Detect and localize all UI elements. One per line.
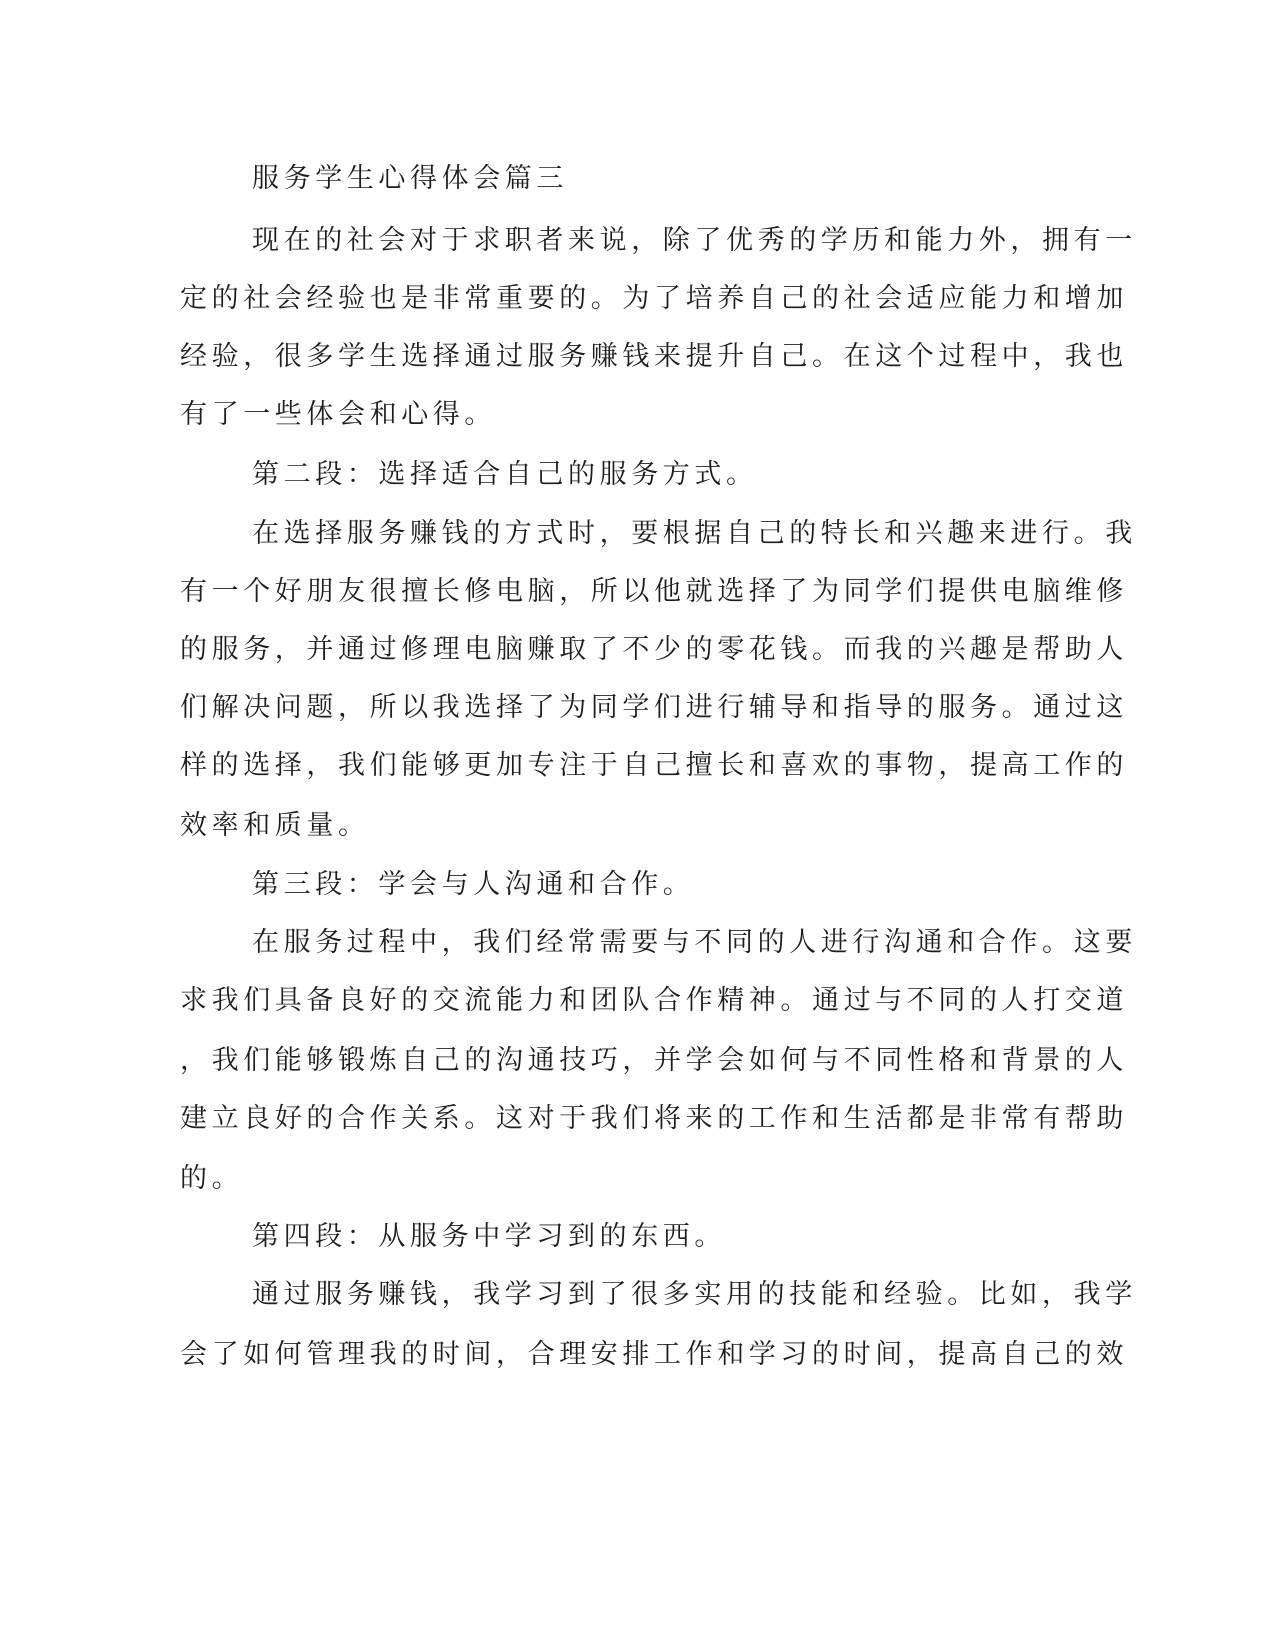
paragraph-2-line-1: 在选择服务赚钱的方式时，要根据自己的特长和兴趣来进行。我 [252, 518, 1137, 549]
paragraph-3-line-2: 求我们具备良好的交流能力和团队合作精神。通过与不同的人打交道 [180, 985, 1128, 1016]
paragraph-2-line-5: 样的选择，我们能够更加专注于自己擅长和喜欢的事物，提高工作的 [180, 750, 1128, 781]
paragraph-4-line-1: 通过服务赚钱，我学习到了很多实用的技能和经验。比如，我学 [252, 1279, 1137, 1310]
paragraph-1-line-1: 现在的社会对于求职者来说，除了优秀的学历和能力外，拥有一 [252, 225, 1137, 256]
section-heading-3: 第三段：学会与人沟通和合作。 [252, 869, 695, 900]
paragraph-3-line-3: ，我们能够锻炼自己的沟通技巧，并学会如何与不同性格和背景的人 [180, 1045, 1128, 1076]
paragraph-2-line-6: 效率和质量。 [180, 810, 370, 841]
paragraph-2-line-3: 的服务，并通过修理电脑赚取了不少的零花钱。而我的兴趣是帮助人 [180, 634, 1128, 665]
paragraph-2-line-4: 们解决问题，所以我选择了为同学们进行辅导和指导的服务。通过这 [180, 692, 1128, 723]
paragraph-1-line-2: 定的社会经验也是非常重要的。为了培养自己的社会适应能力和增加 [180, 283, 1128, 314]
paragraph-2-line-2: 有一个好朋友很擅长修电脑，所以他就选择了为同学们提供电脑维修 [180, 576, 1128, 607]
paragraph-1-line-3: 经验，很多学生选择通过服务赚钱来提升自己。在这个过程中，我也 [180, 341, 1128, 372]
section-heading-2: 第二段：选择适合自己的服务方式。 [252, 459, 758, 490]
paragraph-3-line-5: 的。 [180, 1163, 244, 1194]
document-title: 服务学生心得体会篇三 [252, 163, 568, 194]
paragraph-4-line-2: 会了如何管理我的时间，合理安排工作和学习的时间，提高自己的效 [180, 1339, 1128, 1370]
paragraph-3-line-1: 在服务过程中，我们经常需要与不同的人进行沟通和合作。这要 [252, 927, 1137, 958]
paragraph-3-line-4: 建立良好的合作关系。这对于我们将来的工作和生活都是非常有帮助 [180, 1103, 1128, 1134]
section-heading-4: 第四段：从服务中学习到的东西。 [252, 1221, 726, 1252]
paragraph-1-line-4: 有了一些体会和心得。 [180, 399, 496, 430]
